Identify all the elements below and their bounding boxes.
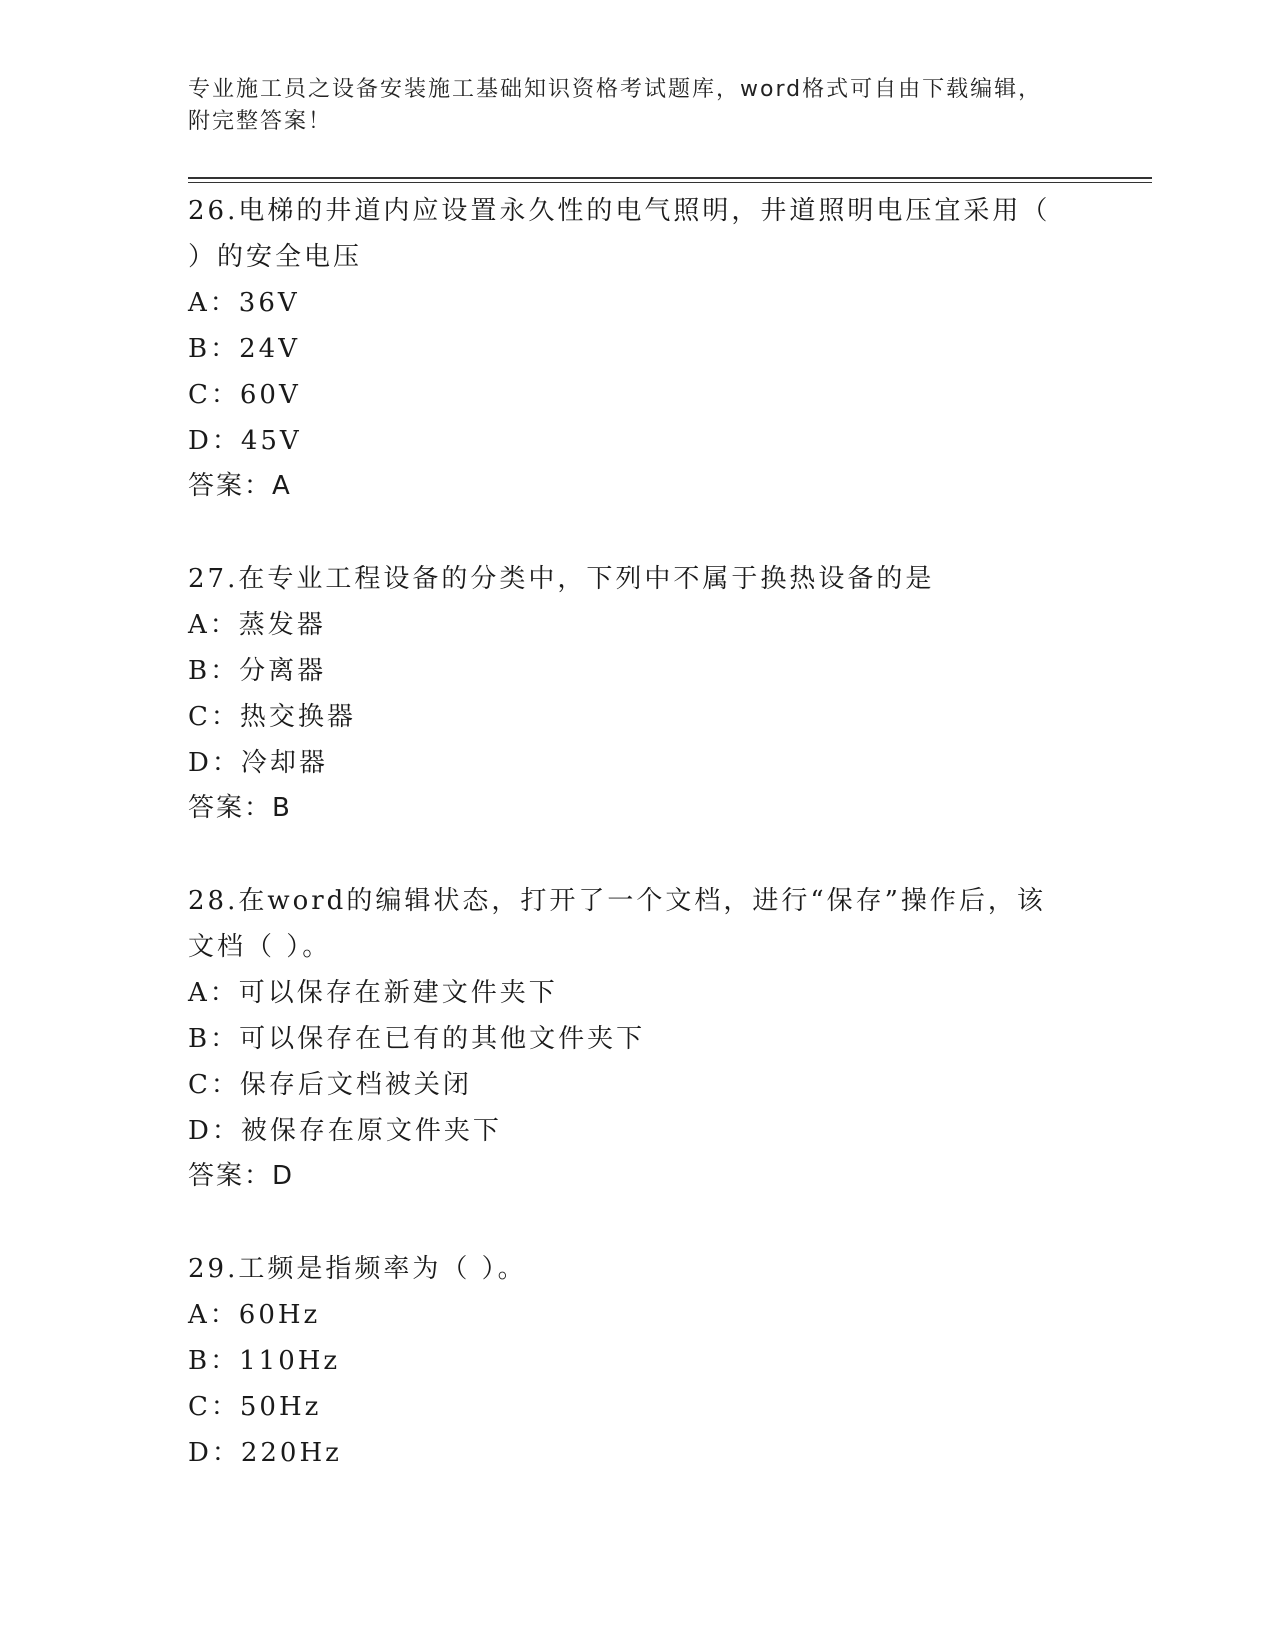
header-divider-thick <box>188 177 1152 179</box>
option-a: A：蒸发器 <box>188 610 326 640</box>
question-stem: 26.电梯的井道内应设置永久性的电气照明，井道照明电压宜采用（ <box>188 196 1051 226</box>
option-b: B：分离器 <box>188 656 327 686</box>
question-list <box>188 188 1088 1476</box>
option-a: A：可以保存在新建文件夹下 <box>188 978 558 1008</box>
question-26 <box>188 188 1088 508</box>
question-29 <box>188 1246 1088 1476</box>
option-d: D：220Hz <box>188 1438 342 1468</box>
option-d: D：被保存在原文件夹下 <box>188 1116 502 1146</box>
option-c: C：50Hz <box>188 1392 322 1422</box>
question-28 <box>188 878 1088 1198</box>
option-a: A：36V <box>188 288 300 318</box>
option-b: B：可以保存在已有的其他文件夹下 <box>188 1024 646 1054</box>
option-b: B：24V <box>188 334 300 364</box>
answer-line: 答案：B <box>188 793 292 823</box>
header-line-1: 专业施工员之设备安装施工基础知识资格考试题库，word格式可自由下载编辑， <box>188 77 1043 102</box>
option-b: B：110Hz <box>188 1346 341 1376</box>
option-c: C：保存后文档被关闭 <box>188 1070 472 1100</box>
option-a: A：60Hz <box>188 1300 321 1330</box>
header-line-2: 附完整答案！ <box>188 109 333 134</box>
question-stem: 29.工频是指频率为（ ）。 <box>188 1254 527 1284</box>
option-c: C：60V <box>188 380 301 410</box>
question-stem: 27.在专业工程设备的分类中，下列中不属于换热设备的是 <box>188 564 935 594</box>
option-d: D：冷却器 <box>188 748 328 778</box>
option-d: D：45V <box>188 426 302 456</box>
header-divider-thin <box>188 182 1152 183</box>
option-c: C：热交换器 <box>188 702 356 732</box>
question-27 <box>188 556 1088 830</box>
document-header <box>188 74 1068 138</box>
answer-line: 答案：A <box>188 471 292 501</box>
question-stem-continued: ）的安全电压 <box>188 242 363 272</box>
question-stem: 28.在word的编辑状态，打开了一个文档，进行“保存”操作后，该 <box>188 886 1046 916</box>
answer-line: 答案：D <box>188 1161 295 1191</box>
question-stem-continued: 文档（ ）。 <box>188 932 332 962</box>
